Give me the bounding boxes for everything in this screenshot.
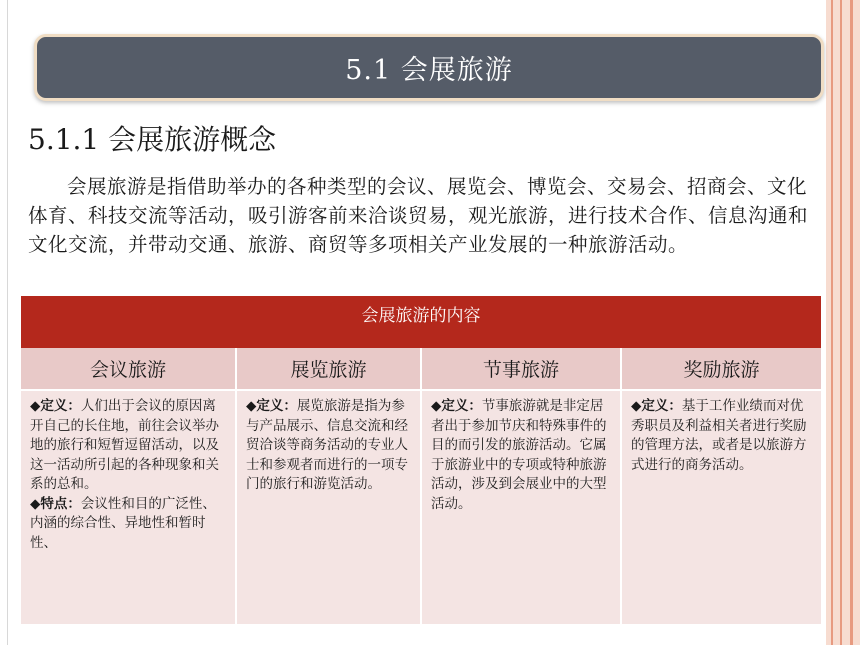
slide-title-bar (34, 34, 824, 101)
definition-text: 人们出于会议的原因离开自己的长住地，前往会议举办地的旅行和短暂逗留活动，以及这一活动所引起的各种现象和关系的总和。 (30, 398, 219, 492)
definition-text: 展览旅游是指为参与产品展示、信息交流和经贸洽谈等商务活动的专业人士和参观者而进行的一项专门的旅行和游览活动。 (246, 398, 408, 492)
decorative-side-stripes (826, 0, 860, 645)
definition-label: ◆定义： (246, 398, 297, 414)
table-cell-event (422, 391, 622, 624)
feature-label: ◆特点： (30, 495, 81, 512)
definition-label: ◆定义： (30, 398, 81, 414)
table-header-row (21, 348, 821, 389)
feature-text: 会议性和目的广泛性、内涵的综合性、异地性和暂时性、 (30, 495, 216, 551)
definition-label: ◆定义： (631, 398, 682, 414)
definition-text: 基于工作业绩而对优秀职员及利益相关者进行奖励的管理方法，或者是以旅游方式进行的商务活动。 (631, 398, 807, 473)
column-header-exhibition: 展览旅游 (237, 348, 422, 389)
concept-paragraph: 会展旅游是指借助举办的各种类型的会议、展览会、博览会、交易会、招商会、文化体育、科技交流等活动，吸引游客前来洽谈贸易，观光旅游，进行技术合作、信息沟通和文化交流，并带动交通、旅游、商贸等多项相关产业发展的一种旅游活动。 (28, 175, 809, 256)
table-caption: 会展旅游的内容 (21, 296, 821, 348)
definition-text: 节事旅游就是非定居者出于参加节庆和特殊事件的目的而引发的旅游活动。它属于旅游业中的专项或特种旅游活动，涉及到会展业中的大型活动。 (431, 398, 607, 512)
column-header-incentive: 奖励旅游 (622, 348, 821, 389)
left-border-line (7, 0, 8, 645)
table-cell-meeting (21, 391, 237, 624)
table-cell-exhibition (237, 391, 422, 624)
section-heading: 5.1.1 会展旅游概念 (28, 123, 277, 156)
column-header-event: 节事旅游 (422, 348, 622, 389)
definition-label: ◆定义： (431, 398, 482, 414)
column-header-meeting: 会议旅游 (21, 348, 237, 389)
table-cell-incentive (622, 391, 821, 624)
table-body-row (21, 391, 821, 624)
slide-title: 5.1 会展旅游 (345, 55, 513, 86)
content-table (20, 295, 822, 625)
